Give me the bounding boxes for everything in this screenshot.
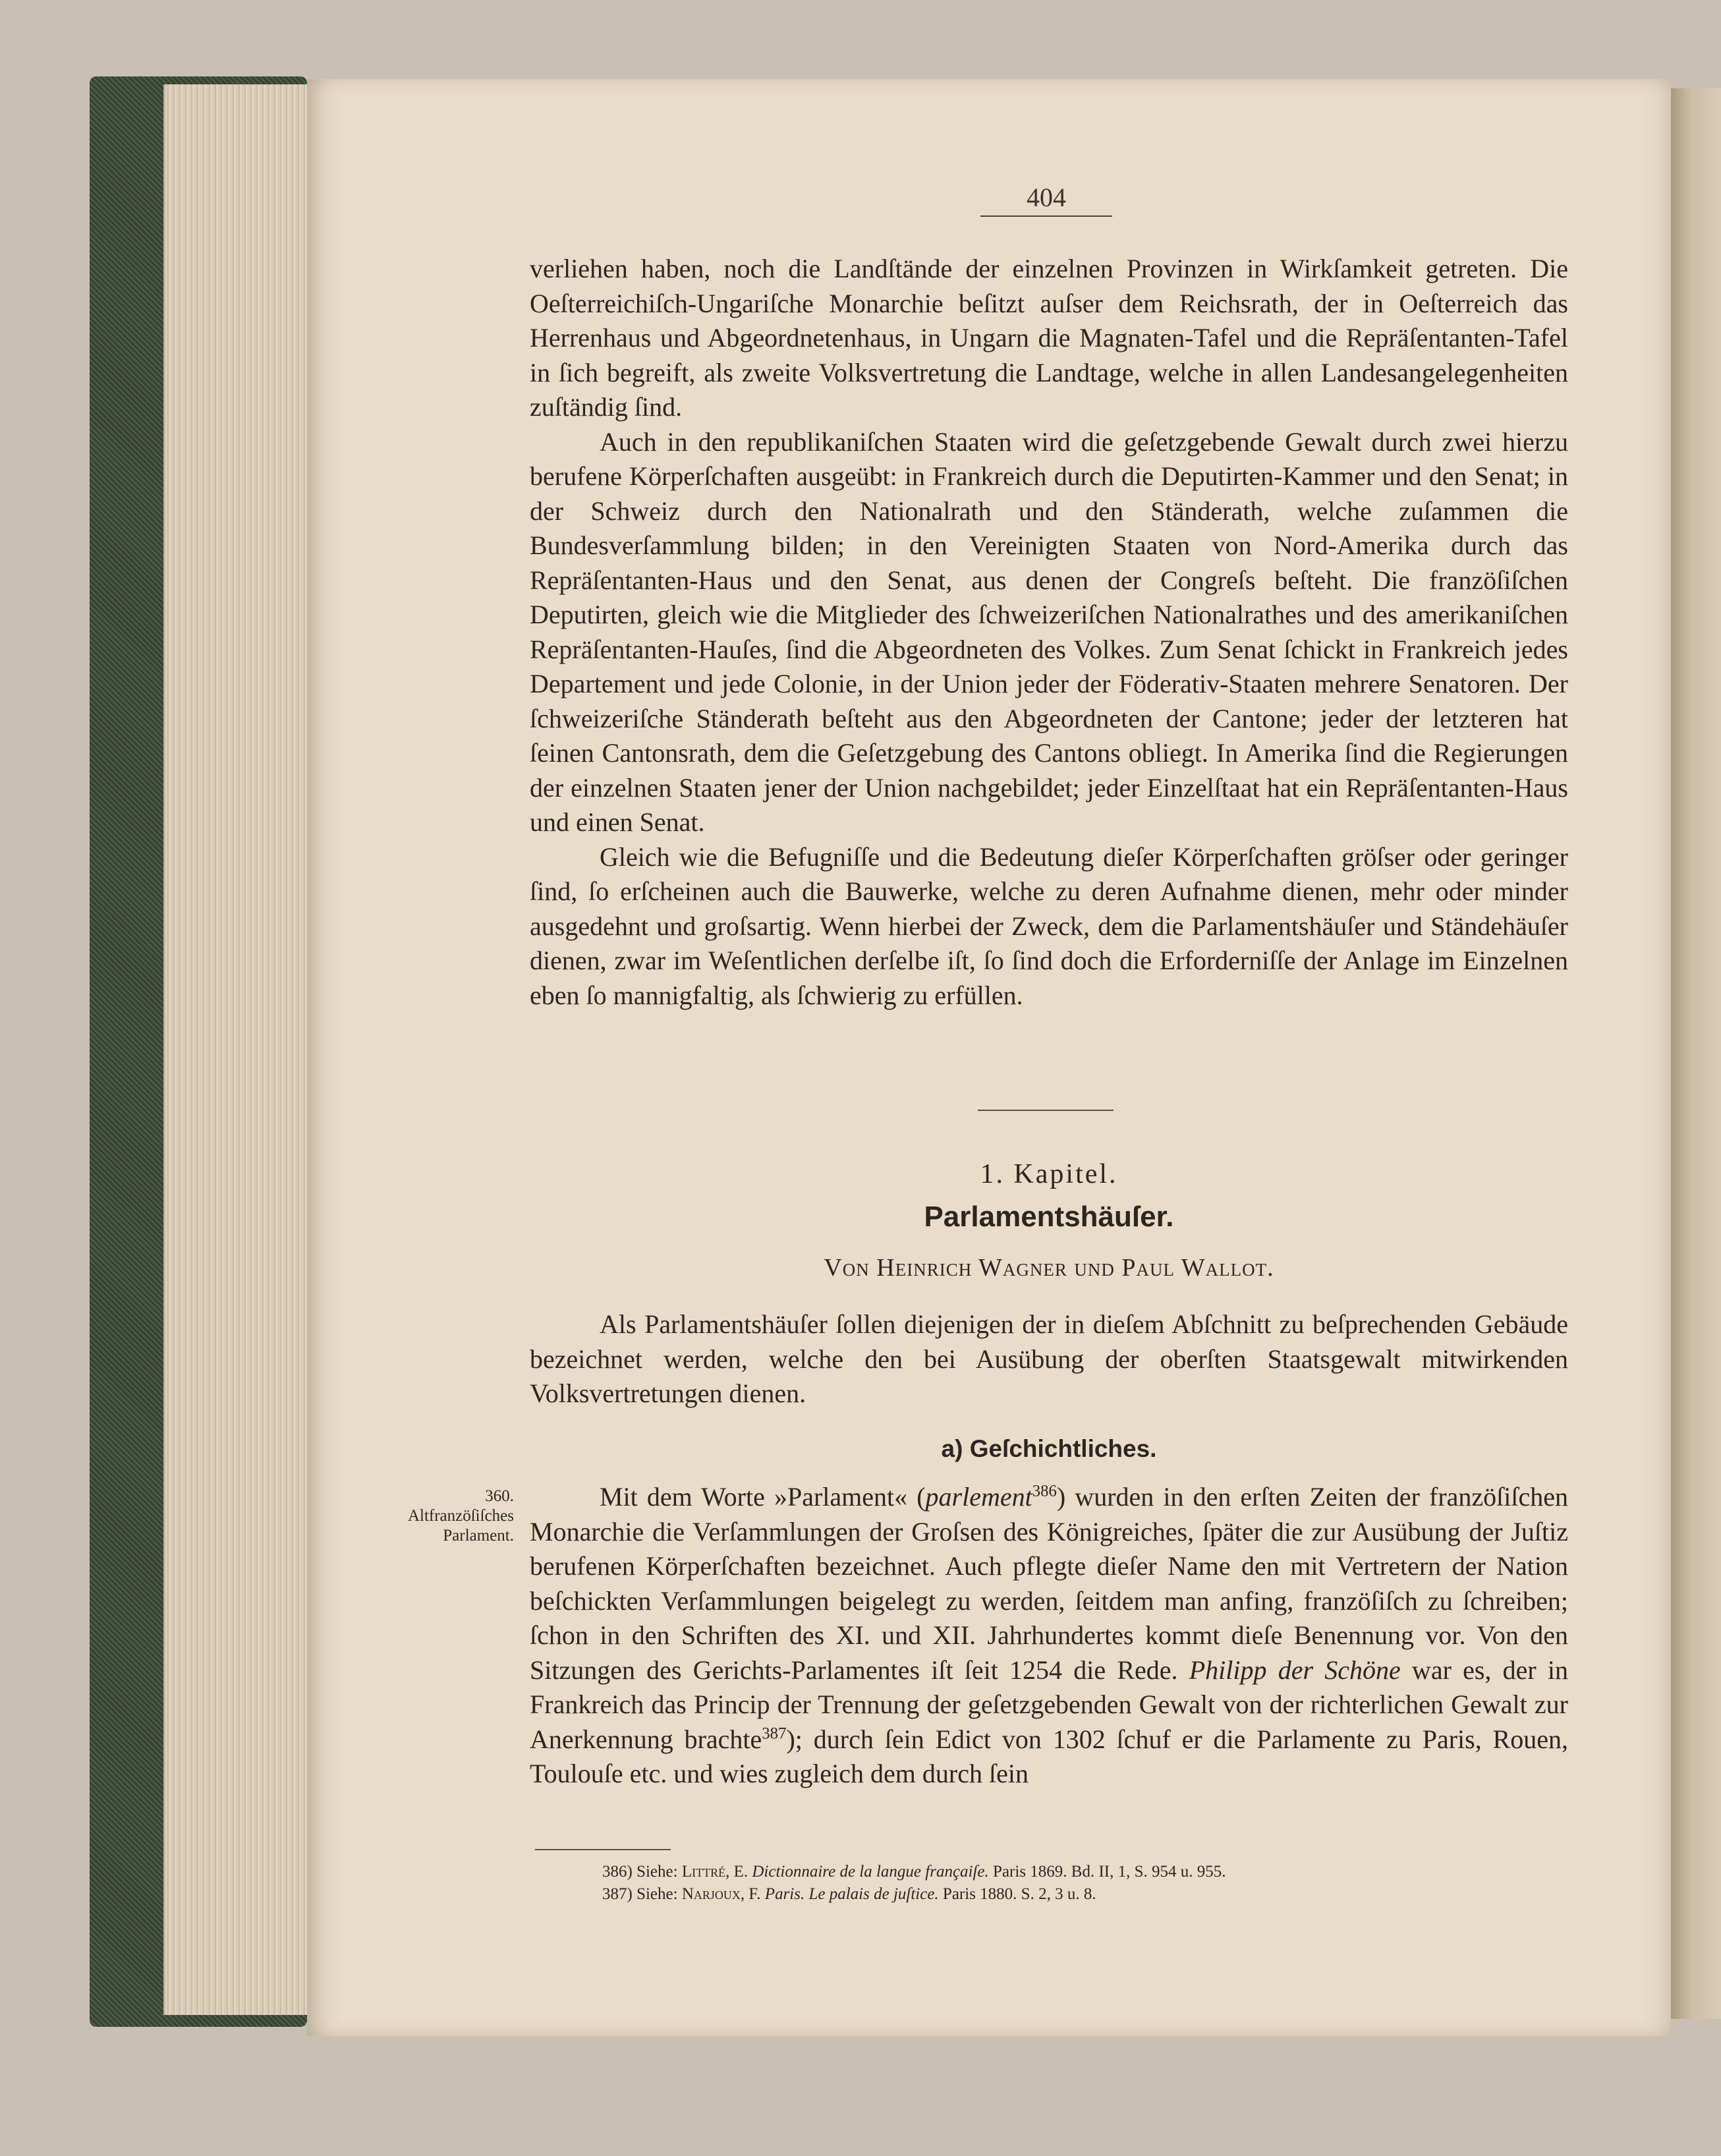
footnote-ref-387[interactable]: 387 [762, 1724, 787, 1743]
margin-note [395, 1487, 514, 1546]
footnote-number: 387) [602, 1885, 633, 1903]
page-number: 404 [980, 182, 1112, 217]
chapter-intro [530, 1307, 1568, 1411]
chapter-title: Parlamentshäuſer. [924, 1201, 1174, 1233]
footnote-rule [535, 1849, 671, 1850]
next-page-edge [1671, 88, 1721, 2019]
italic-name: Philipp der Schöne [1189, 1655, 1401, 1685]
footnote-number: 386) [602, 1863, 633, 1881]
text-segment-1: Mit dem Worte »Parlament« ( [600, 1482, 926, 1512]
text-segment-2: ) wurden in den erſten Zeiten der franzöſiſchen Monarchie die Verſammlungen der Groſsen des Königreiches, ſpäter die zur Ausübung der Juſtiz berufenen Körperſchaften bezeichnet. Auch pflegte dieſer Name den mit Vertretern der Nation beſchickten Verſammlungen beigelegt zu werden, ſeitdem man anfing, franzöſiſch zu ſchreiben; ſchon in den Schriften des XI. und XII. Jahrhundertes kommt dieſe Benennung vor. Von den Sitzungen des Gerichts-Parlamentes iſt ſeit 1254 die Rede. [530, 1482, 1568, 1685]
page-edges [163, 84, 310, 2015]
chapter-label: 1. Kapitel. [980, 1159, 1118, 1189]
section-divider [978, 1110, 1114, 1111]
footnote-details: Paris 1880. S. 2, 3 u. 8. [942, 1885, 1096, 1903]
chapter-authors: Von Heinrich Wagner und Paul Wallot. [824, 1254, 1274, 1282]
paragraph-2: Auch in den republikaniſchen Staaten wird die geſetzgebende Gewalt durch zwei hierzu berufene Körperſchaften ausgeübt: in Frankreich durch die Deputirten-Kammer und den Senat; in der Schweiz durch den Nationalrath und den Ständerath, welche zuſammen die Bundesverſammlung bilden; in den Vereinigten Staaten von Nord-Amerika durch das Repräſentanten-Haus und den Senat, aus denen der Congreſs beſteht. Die franzöſiſchen Deputirten, gleich wie die Mitglieder des ſchweizeriſchen Nationalrathes und des amerikaniſchen Repräſentanten-Hauſes, ſind die Abgeordneten des Volkes. Zum Senat ſchickt in Frankreich jedes Departement und jede Colonie, in der Union jeder der Föderativ-Staaten mehrere Senatoren. Der ſchweizeriſche Ständerath beſteht aus den Abgeordneten der Cantone; jeder der letzteren hat ſeinen Cantonsrath, dem die Geſetzgebung des Cantons obliegt. In Amerika ſind die Regierungen der einzelnen Staaten jener der Union nachgebildet; jeder Einzelſtaat hat ein Repräſentanten-Haus und einen Senat. [530, 426, 1568, 837]
paragraph-3: Gleich wie die Befugniſſe und die Bedeutung dieſer Körperſchaften gröſser oder geringer ſind, ſo erſcheinen auch die Bauwerke, welche zu deren Aufnahme dienen, mehr oder minder ausgedehnt und groſsartig. Wenn hierbei der Zweck, dem die Parlamentshäuſer und Ständehäuſer dienen, zwar im Weſentlichen derſelbe iſt, ſo ſind doch die Erforderniſſe der Anlage im Einzelnen eben ſo mannigfaltig, als ſchwierig zu erfüllen. [530, 841, 1568, 1010]
footnote-386 [602, 1861, 1564, 1883]
text-segment-4: ); durch ſein Edict von 1302 ſchuf er die Parlamente zu Paris, Rouen, Toulouſe etc. und wies zugleich dem durch ſein [530, 1724, 1568, 1788]
footnote-prefix: Siehe: [636, 1885, 678, 1903]
footnote-ref-386[interactable]: 386 [1032, 1482, 1057, 1500]
footnote-prefix: Siehe: [636, 1863, 678, 1881]
text-segment-3: war es, der in Frankreich das Princip der Trennung der geſetzgebenden Gewalt von der richterlichen Gewalt zur Anerkennung brachte [530, 1655, 1569, 1754]
section-text [530, 1480, 1568, 1792]
paragraph-1: verliehen haben, noch die Landſtände der einzelnen Provinzen in Wirkſamkeit getreten. Die Oeſterreichiſch-Ungariſche Monarchie beſitzt auſser dem Reichsrath, der in Oeſterreich das Herrenhaus und Abgeordnetenhaus, in Ungarn die Magnaten-Tafel und die Repräſentanten-Tafel in ſich begreift, als zweite Volksvertretung die Landtage, welche in allen Landesangelegenheiten zuſtändig ſind. [530, 254, 1568, 422]
italic-term: parlement [925, 1482, 1032, 1512]
intro-text [530, 252, 1568, 1013]
margin-label: Altfranzöſiſches Parlament. [407, 1507, 514, 1545]
footnote-title: Paris. Le palais de juſtice. [764, 1885, 939, 1903]
margin-number: 360. [485, 1487, 514, 1505]
footnote-author: Littré, E. [681, 1863, 748, 1881]
footnote-details: Paris 1869. Bd. II, 1, S. 954 u. 955. [993, 1863, 1226, 1881]
footnote-title: Dictionnaire de la langue françaiſe. [752, 1863, 989, 1881]
footnote-author: Narjoux, F. [681, 1885, 761, 1903]
footnotes [602, 1861, 1564, 1906]
section-heading: a) Geſchichtliches. [941, 1435, 1157, 1462]
footnote-387 [602, 1883, 1564, 1906]
chapter-intro-paragraph: Als Parlamentshäuſer ſollen diejenigen der in dieſem Abſchnitt zu beſprechenden Gebäude bezeichnet werden, welche den bei Ausübung der oberſten Staatsgewalt mitwirkenden Volksvertretungen dienen. [530, 1309, 1568, 1408]
section-paragraph [530, 1480, 1568, 1792]
